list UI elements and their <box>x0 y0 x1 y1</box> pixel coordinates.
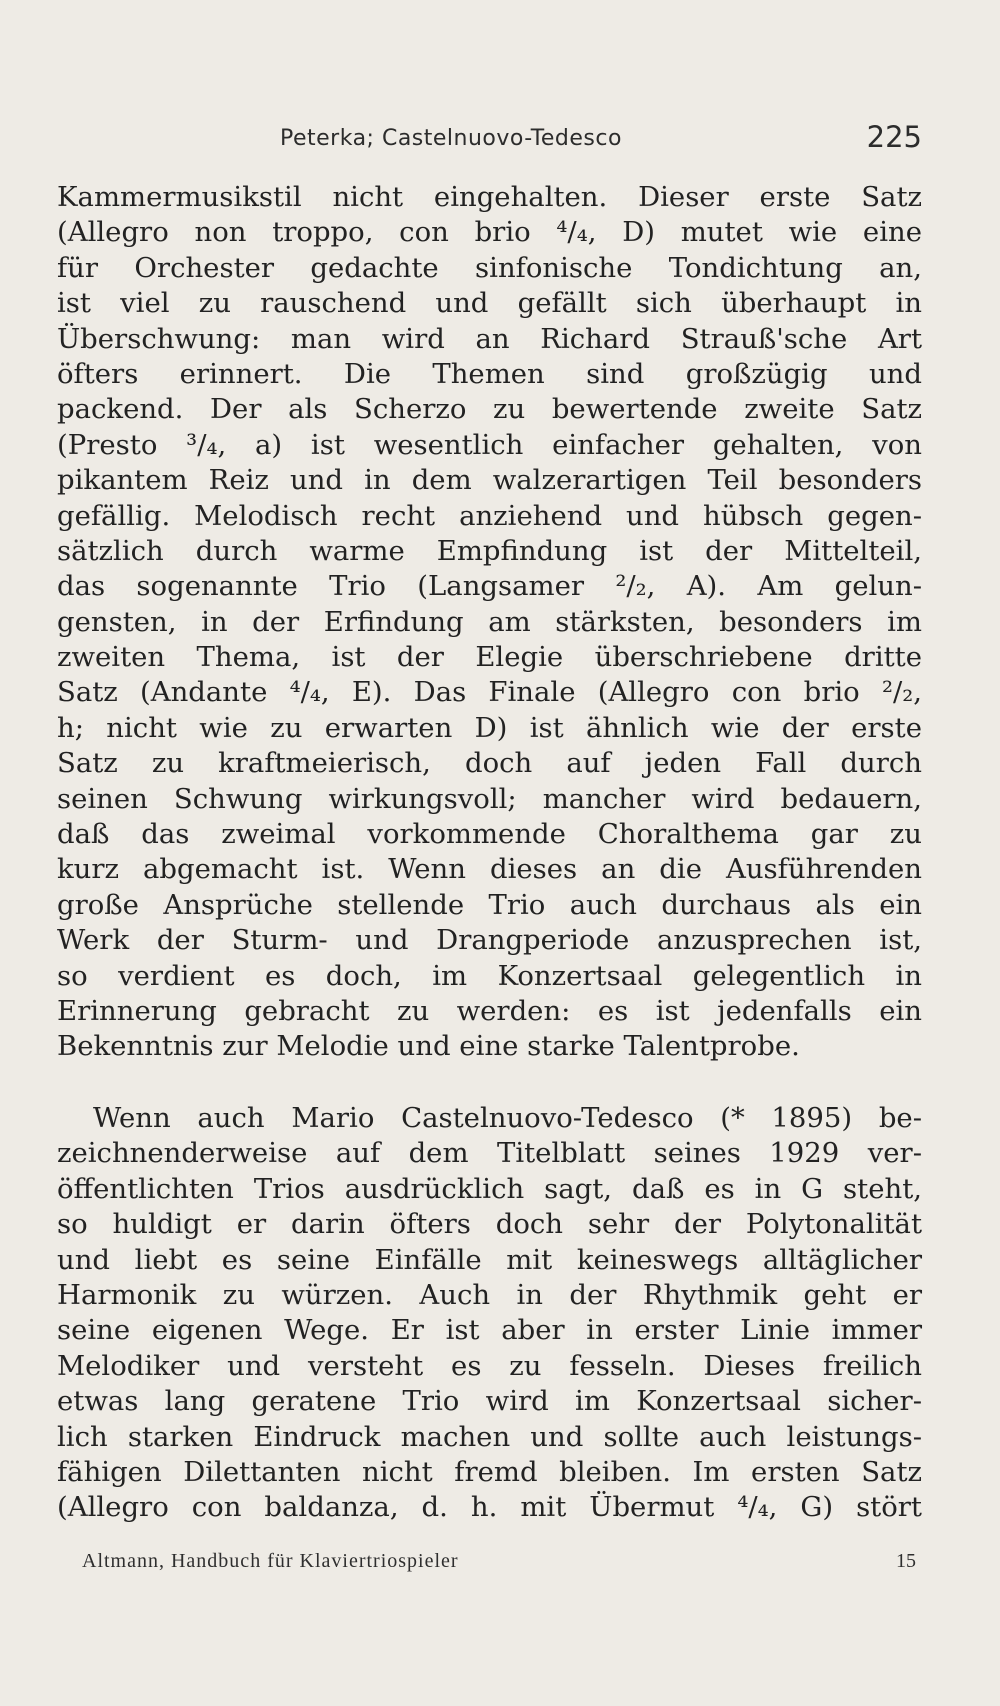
text-line: Erinnerung gebracht zu werden: es ist jedenfalls ein <box>57 994 922 1027</box>
text-line: gensten, in der Erfindung am stärksten, besonders im <box>57 605 922 638</box>
running-head <box>62 120 922 156</box>
text-line: h; nicht wie zu erwarten D) ist ähnlich wie der erste <box>57 711 922 744</box>
text-line: (Allegro non troppo, con brio ⁴/₄, D) mutet wie eine <box>57 216 922 249</box>
paragraph-peterka-trio <box>57 180 922 1065</box>
page-number: 225 <box>866 120 922 154</box>
text-line: Wenn auch Mario Castelnuovo-Tedesco (* 1895) be- <box>93 1102 922 1134</box>
text-line: daß das zweimal vorkommende Choralthema gar zu <box>57 818 922 851</box>
text-line: seinen Schwung wirkungsvoll; mancher wird bedauern, <box>57 782 922 815</box>
text-line: zweiten Thema, ist der Elegie überschriebene dritte <box>57 641 922 674</box>
text-line: Werk der Sturm- und Drangperiode anzusprechen ist, <box>57 924 922 957</box>
text-line: Kammermusikstil nicht eingehalten. Dieser erste Satz <box>57 181 922 213</box>
text-line: Überschwung: man wird an Richard Strauß'sche Art <box>57 322 922 355</box>
printer-signature <box>82 1550 922 1580</box>
text-line: öfters erinnert. Die Themen sind großzügig und <box>57 357 922 390</box>
text-line: ist viel zu rauschend und gefällt sich überhaupt in <box>57 287 922 320</box>
text-line: fähigen Dilettanten nicht fremd bleiben. Im ersten Satz <box>57 1455 922 1488</box>
text-line: so huldigt er darin öfters doch sehr der Polytonalität <box>57 1208 922 1241</box>
text-line: pikantem Reiz und in dem walzerartigen Teil besonders <box>57 464 922 497</box>
text-line: (Presto ³/₄, a) ist wesentlich einfacher gehalten, von <box>57 428 922 461</box>
text-line: packend. Der als Scherzo zu bewertende zweite Satz <box>57 393 922 426</box>
text-line: Bekenntnis zur Melodie und eine starke Talentprobe. <box>57 1030 800 1063</box>
running-title: Peterka; Castelnuovo-Tedesco <box>280 126 622 151</box>
text-line: große Ansprüche stellende Trio auch durchaus als ein <box>57 888 922 921</box>
text-line: seine eigenen Wege. Er ist aber in erster Linie immer <box>57 1314 922 1347</box>
text-line: sätzlich durch warme Empfindung ist der Mittelteil, <box>57 534 922 567</box>
text-line: (Allegro con baldanza, d. h. mit Übermut ⁴/₄, G) stört <box>57 1491 922 1524</box>
text-line: gefällig. Melodisch recht anziehend und hübsch gegen- <box>57 499 922 532</box>
text-line: Harmonik zu würzen. Auch in der Rhythmik geht er <box>57 1278 922 1311</box>
text-line: zeichnenderweise auf dem Titelblatt seines 1929 ver- <box>57 1137 922 1170</box>
signature-title: Altmann, Handbuch für Klaviertriospieler <box>82 1550 459 1572</box>
text-line: für Orchester gedachte sinfonische Tondichtung an, <box>57 251 922 284</box>
text-line: öffentlichten Trios ausdrücklich sagt, daß es in G steht, <box>57 1172 922 1205</box>
text-line: Melodiker und versteht es zu fesseln. Dieses freilich <box>57 1349 922 1382</box>
text-line: lich starken Eindruck machen und sollte auch leistungs- <box>57 1420 922 1453</box>
text-line: das sogenannte Trio (Langsamer ²/₂, A). Am gelun- <box>57 570 922 603</box>
text-line: Satz zu kraftmeierisch, doch auf jeden Fall durch <box>57 747 922 780</box>
paragraph-castelnuovo-trio <box>57 1101 922 1526</box>
text-line: etwas lang geratene Trio wird im Konzertsaal sicher- <box>57 1385 922 1418</box>
text-line: und liebt es seine Einfälle mit keineswegs alltäglicher <box>57 1243 922 1276</box>
text-line: kurz abgemacht ist. Wenn dieses an die Ausführenden <box>57 853 922 886</box>
text-line: Satz (Andante ⁴/₄, E). Das Finale (Allegro con brio ²/₂, <box>57 676 922 709</box>
signature-number: 15 <box>896 1550 916 1572</box>
text-line: so verdient es doch, im Konzertsaal gelegentlich in <box>57 959 922 992</box>
